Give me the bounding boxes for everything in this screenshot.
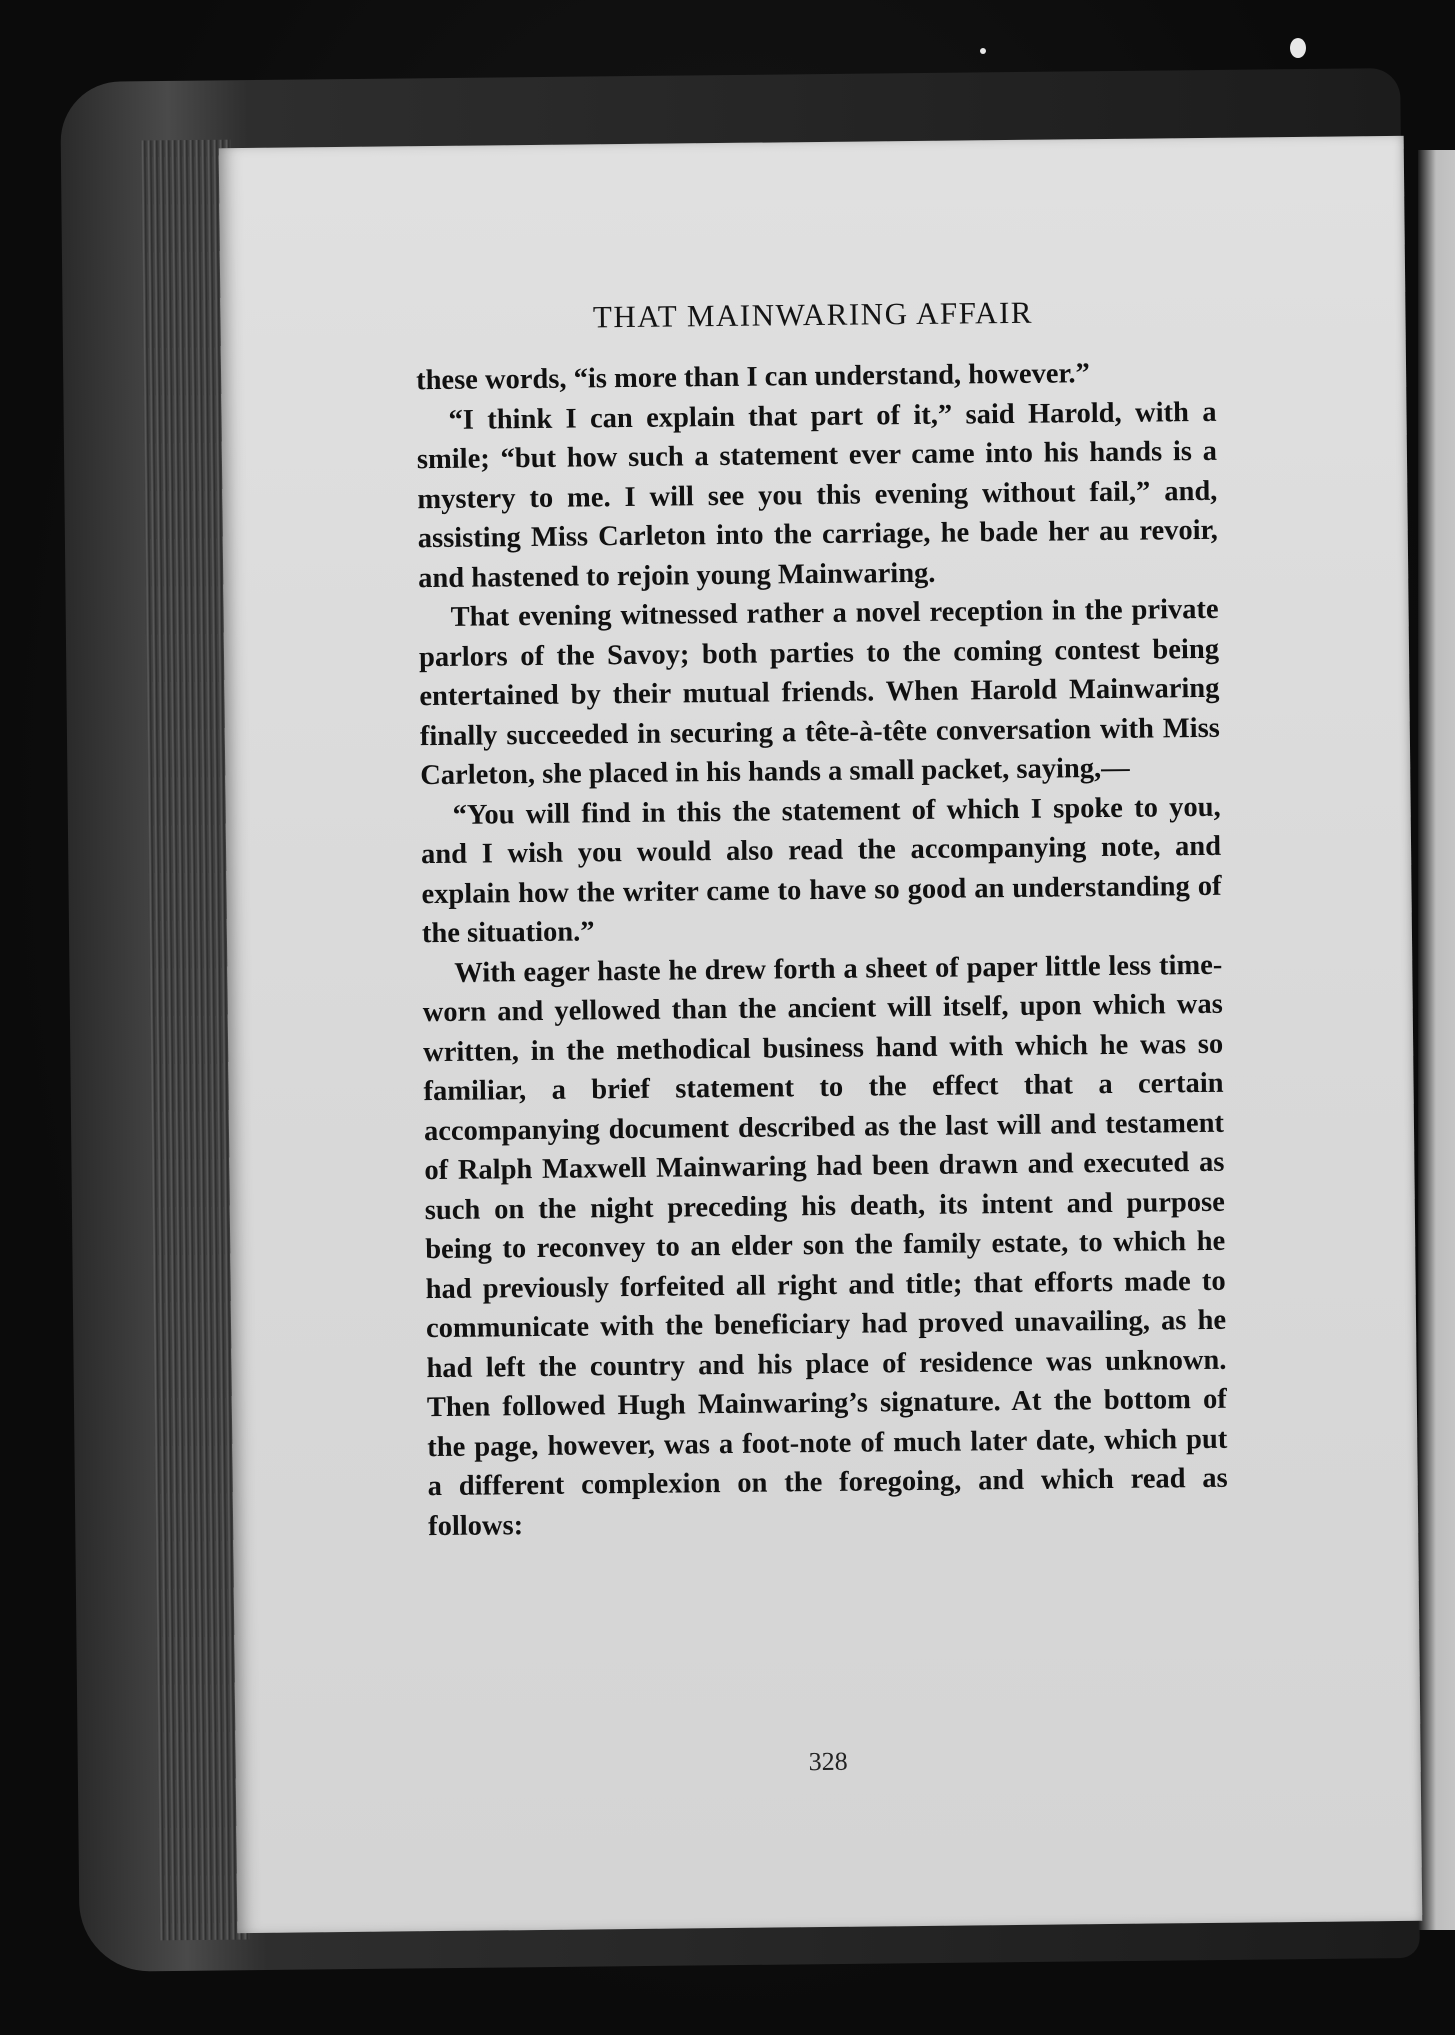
dust-speck [980,48,986,54]
paragraph: That evening witnessed rather a novel reception in the private parlors of the Savoy; both parties to the coming contest being entertained by their mutual friends. When Harold Mainwaring finally succeeded in securing a tête-à-tête conversation with Miss Carleton, she placed in his hands a small packet, saying,— [418,593,1220,792]
body-text [416,353,1228,1546]
facing-page-edge [1418,150,1455,1930]
paragraph: With eager haste he drew forth a sheet of paper little less time-worn and yellowed than the ancient will itself, upon which was written, in the methodical business hand with which he was so familiar, a brief statement to the effect that a certain accompanying document described as the last will and testament of Ralph Maxwell Mainwaring had been drawn and executed as such on the night preceding his death, its intent and purpose being to reconvey to an elder son the family estate, to which he had previously forfeited all right and title; that efforts made to communicate with the beneficiary had proved unavailing, as he had left the country and his place of residence was unknown. Then followed Hugh Mainwaring’s signature. At the bottom of the page, however, was a foot-note of much later date, which put a different complexion on the foregoing, and which read as follows: [422,949,1228,1542]
paragraph: these words, “is more than I can understand, however.” [415,358,1091,397]
page-number: 328 [808,1746,848,1777]
dust-speck [1290,38,1306,58]
running-head: THAT MAINWARING AFFAIR [592,294,1034,335]
paragraph: “I think I can explain that part of it,” said Harold, with a smile; “but how such a statement ever came into his hands is a mystery to me. I will see you this evening without fail,” and, assisting Miss Carleton into the carriage, he bade her au revoir, and hastened to rejoin young Mainwaring. [416,396,1218,594]
book-page [219,136,1423,1933]
paragraph: “You will find in this the statement of which I spoke to you, and I wish you would also read the accompanying note, and explain how the writer came to have so good an understanding of the situation.” [420,791,1222,950]
